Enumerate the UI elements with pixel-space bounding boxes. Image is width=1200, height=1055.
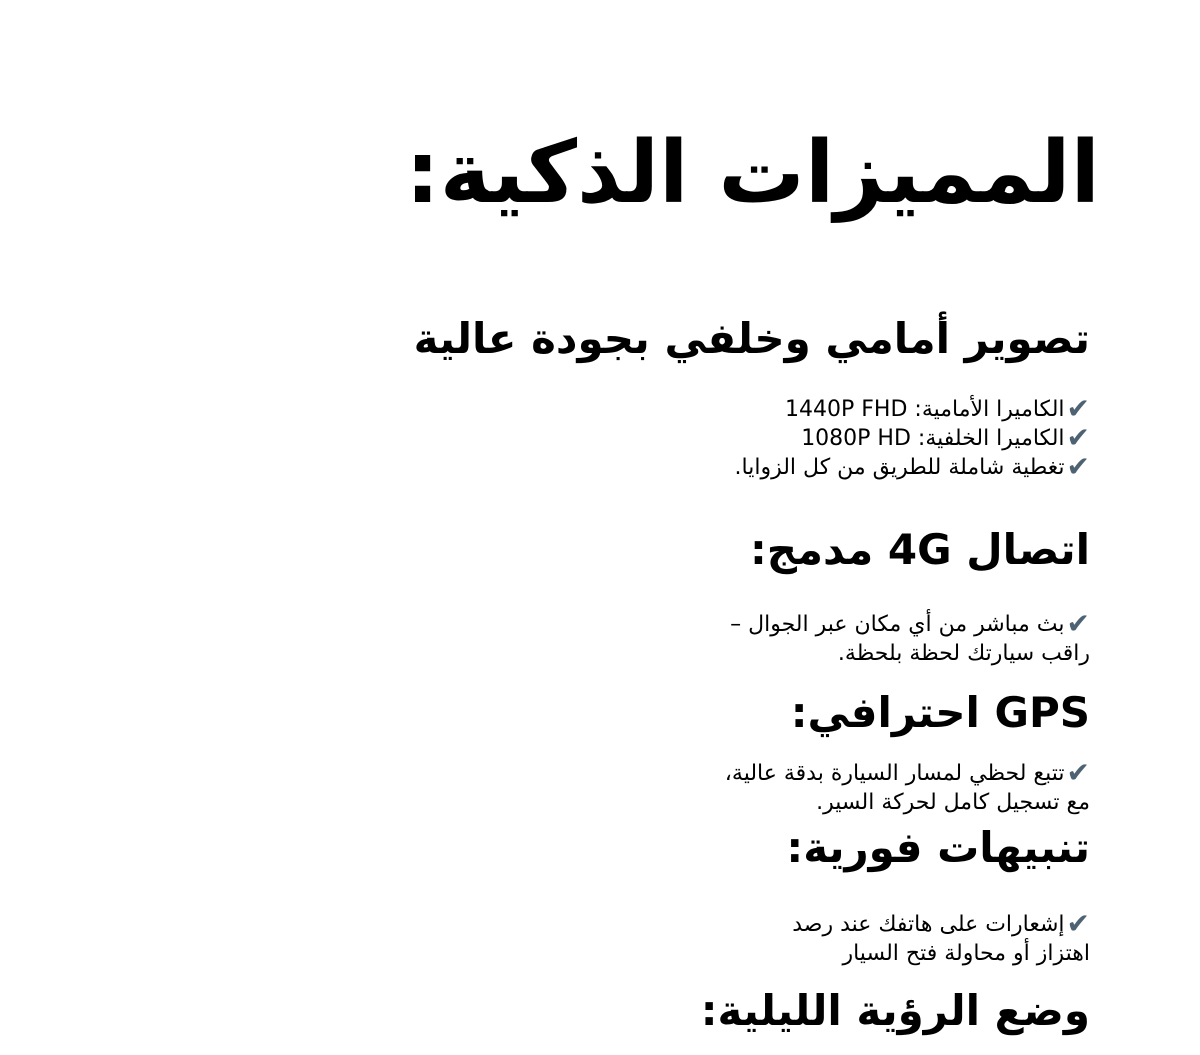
check-mark-icon: ✔: [1066, 421, 1090, 454]
check-mark-icon: ✔: [1066, 756, 1090, 789]
feature-list: [786, 907, 1090, 968]
section-heading: GPS احترافي:: [790, 688, 1090, 737]
section-heading: تنبيهات فورية:: [786, 823, 1090, 872]
feature-list: [414, 392, 1090, 483]
section-night-vision: [701, 985, 1090, 1037]
section-heading: تصوير أمامي وخلفي بجودة عالية: [413, 314, 1090, 363]
item-text-continued: راقب سيارتك لحظة بلحظة.: [837, 641, 1090, 666]
section-camera: [414, 313, 1090, 482]
section-4g: [730, 524, 1090, 668]
item-text-continued: اهتزاز أو محاولة فتح السيار: [842, 941, 1090, 966]
list-item: [724, 756, 1090, 817]
feature-list: [730, 607, 1090, 668]
section-gps: [725, 687, 1090, 817]
item-text: بث مباشر من أي مكان عبر الجوال –: [730, 612, 1065, 637]
item-text-continued: مع تسجيل كامل لحركة السير.: [816, 790, 1090, 815]
list-item: [730, 607, 1090, 668]
page-title: المميزات الذكية:: [405, 123, 1100, 223]
feature-list: [724, 756, 1090, 817]
section-alerts: [786, 822, 1090, 968]
section-heading: اتصال 4G مدمج:: [749, 525, 1090, 574]
list-item: [414, 392, 1090, 425]
list-item: [414, 421, 1090, 454]
item-text: الكاميرا الأمامية: 1440P FHD: [785, 397, 1065, 422]
section-heading: وضع الرؤية الليلية:: [700, 986, 1090, 1035]
item-text: إشعارات على هاتفك عند رصد: [792, 912, 1065, 937]
item-text: الكاميرا الخلفية: 1080P HD: [801, 426, 1065, 451]
check-mark-icon: ✔: [1066, 907, 1090, 940]
item-text: تتبع لحظي لمسار السيارة بدقة عالية،: [724, 761, 1065, 786]
check-mark-icon: ✔: [1066, 392, 1090, 425]
check-mark-icon: ✔: [1066, 450, 1090, 483]
check-mark-icon: ✔: [1066, 607, 1090, 640]
list-item: [414, 450, 1090, 483]
item-text: تغطية شاملة للطريق من كل الزوايا.: [734, 455, 1065, 480]
list-item: [786, 907, 1090, 968]
